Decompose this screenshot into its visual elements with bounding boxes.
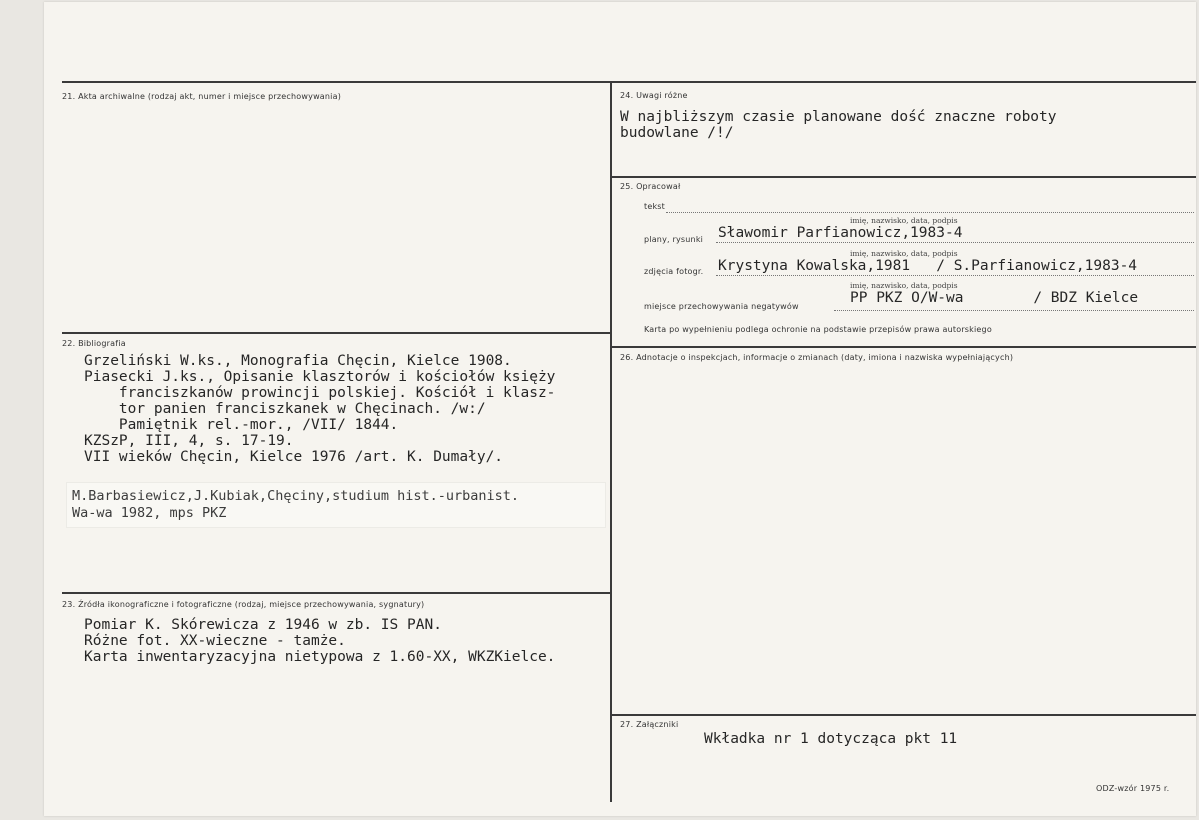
negatywy-label: miejsce przechowywania negatywów (644, 302, 799, 311)
zdjecia-line (716, 275, 1194, 276)
bibliography-line-2: Piasecki J.ks., Opisanie klasztorów i kościołów księży (84, 369, 556, 385)
zdjecia-label: zdjęcia fotogr. (644, 267, 704, 276)
bibliography-line-6: KZSzP, III, 4, s. 17-19. (84, 433, 294, 449)
remarks-line-2: budowlane /!/ (620, 125, 734, 141)
section-21-label: 21. Akta archiwalne (rodzaj akt, numer i miejsce przechowywania) (62, 92, 342, 101)
bibliography-line-4: tor panien franciszkanek w Chęcinach. /w:/ (84, 401, 486, 417)
bibliography-addendum-line-2: Wa-wa 1982, mps PKZ (72, 505, 227, 521)
zdjecia-caption: imię, nazwisko, data, podpis (850, 249, 958, 258)
iconography-line-1: Pomiar K. Skórewicza z 1946 w zb. IS PAN. (84, 617, 442, 633)
zdjecia-value: Krystyna Kowalska,1981 / S.Parfianowicz,1983-4 (718, 258, 1138, 274)
bibliography-line-7: VII wieków Chęcin, Kielce 1976 /art. K. Dumały/. (84, 449, 504, 465)
attachments-value: Wkładka nr 1 dotycząca pkt 11 (704, 731, 958, 747)
rule-left-23 (62, 592, 610, 594)
plany-line (716, 242, 1194, 243)
bibliography-addendum-line-1: M.Barbasiewicz,J.Kubiak,Chęciny,studium hist.-urbanist. (72, 488, 520, 504)
inventory-card (44, 2, 1196, 816)
remarks-line-1: W najbliższym czasie planowane dość znaczne roboty (620, 109, 1057, 125)
plany-label: plany, rysunki (644, 235, 704, 244)
tekst-line (666, 212, 1194, 213)
rule-left-22 (62, 332, 610, 334)
bibliography-line-1: Grzeliński W.ks., Monografia Chęcin, Kielce 1908. (84, 353, 512, 369)
section-24-label: 24. Uwagi różne (620, 91, 688, 100)
rule-right-26 (612, 346, 1196, 348)
bibliography-line-3: franciszkanów prowincji polskiej. Kościół i klasz- (84, 385, 556, 401)
copyright-note: Karta po wypełnieniu podlega ochronie na podstawie przepisów prawa autorskiego (644, 325, 992, 334)
plany-caption: imię, nazwisko, data, podpis (850, 216, 958, 225)
section-22-label: 22. Bibliografia (62, 339, 126, 348)
plany-value: Sławomir Parfianowicz,1983-4 (718, 225, 963, 241)
top-rule (62, 81, 1196, 83)
section-26-label: 26. Adnotacje o inspekcjach, informacje o zmianach (daty, imiona i nazwiska wypełniających) (620, 353, 1014, 362)
center-divider (610, 82, 612, 802)
tekst-label: tekst (644, 202, 665, 211)
rule-right-25 (612, 176, 1196, 178)
iconography-line-2: Różne fot. XX-wieczne - tamże. (84, 633, 346, 649)
negatywy-value: PP PKZ O/W-wa / BDZ Kielce (850, 290, 1139, 306)
section-25-label: 25. Opracował (620, 182, 681, 191)
form-imprint: ODZ-wzór 1975 r. (1096, 784, 1170, 793)
section-23-label: 23. Źródła ikonograficzne i fotograficzne (rodzaj, miejsce przechowywania, sygnatury) (62, 600, 425, 609)
bibliography-line-5: Pamiętnik rel.-mor., /VII/ 1844. (84, 417, 399, 433)
negatywy-line (834, 310, 1194, 311)
rule-right-27 (612, 714, 1196, 716)
iconography-line-3: Karta inwentaryzacyjna nietypowa z 1.60-XX, WKZKielce. (84, 649, 556, 665)
negatywy-caption: imię, nazwisko, data, podpis (850, 281, 958, 290)
section-27-label: 27. Załączniki (620, 720, 679, 729)
